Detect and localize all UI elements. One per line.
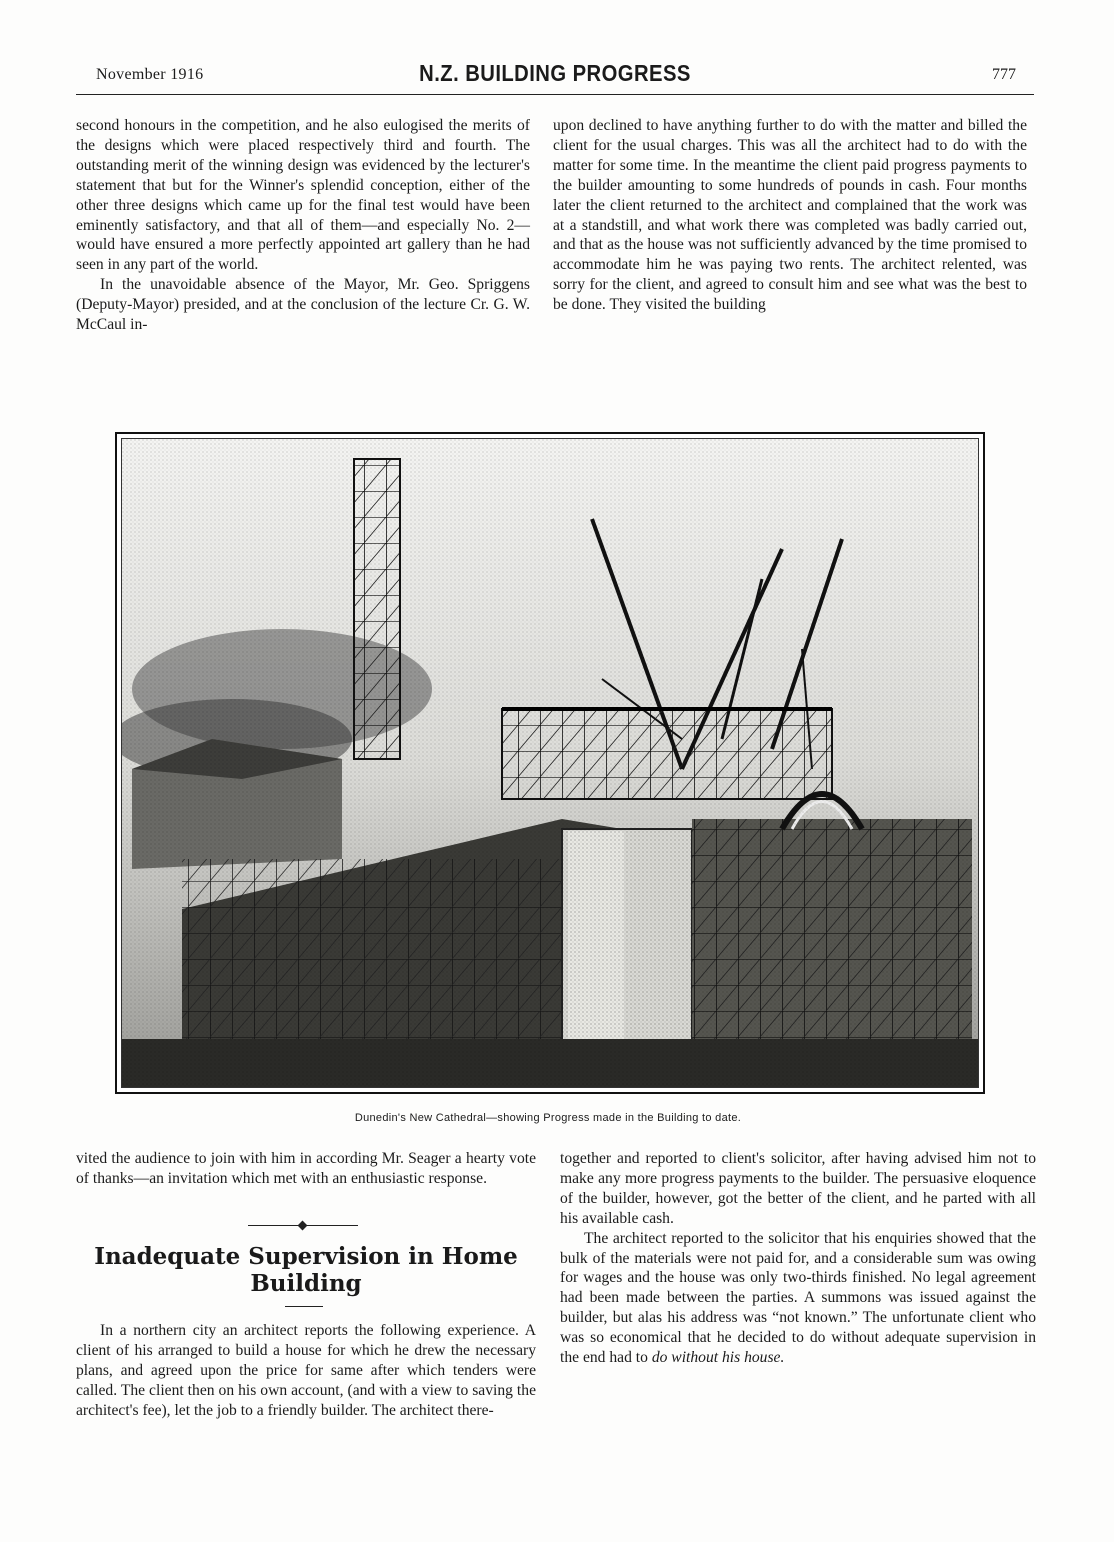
paragraph: second honours in the competition, and he also eulogised the merits of the designs which were placed respectively third and fourth. The outstanding merit of the winning design was evidenced by the lecturer's statement that but for the Winner's splendid conception, either of the other three designs which came up for the final test would have been eminently satisfactory, and that all of them—and especially No. 2—would have ensured a more perfectly appointed art gallery than he had seen in any part of the world.	[76, 117, 530, 274]
construction-site-illustration	[122, 439, 978, 1087]
paragraph: together and reported to client's solicitor, after having advised him not to make any more progress payments to the builder. The persuasive eloquence of the builder, however, got the better of the client, and he parted with all his available cash.	[560, 1150, 1036, 1227]
running-header	[76, 58, 1034, 95]
column-top-left	[76, 116, 530, 335]
paragraph: upon declined to have anything further to do with the matter and billed the client for the usual charges. This was all the architect had to do with the matter for some time. In the meantime the client paid progress payments to the builder amounting to some hundreds of pounds in cash. Four months later the client returned to the architect and complained that the work was at a standstill, and what work there was completed was badly carried out, and that as the house was not sufficiently advanced by the time promised to accommodate him he was paying two rents. The architect relented, was sorry for the client, and agreed to consult him and see what was the best to be done. They visited the building	[553, 117, 1027, 314]
publication-title: N.Z. BUILDING PROGRESS	[419, 60, 691, 86]
section-heading: Inadequate Supervision in Home Building	[94, 1243, 518, 1297]
italic-phrase: do without his house.	[651, 1349, 785, 1367]
photo-caption: Dunedin's New Cathedral—showing Progress made in the Building to date.	[354, 1112, 742, 1124]
section-divider-ornament	[248, 1222, 358, 1230]
paragraph: vited the audience to join with him in according Mr. Seager a hearty vote of thanks—an invitation which met with an enthusiastic response.	[76, 1150, 536, 1187]
paragraph	[560, 1229, 1036, 1368]
photo-image	[121, 438, 979, 1088]
paragraph: In the unavoidable absence of the Mayor, Mr. Geo. Spriggens (Deputy-Mayor) presided, and at the conclusion of the lecture Cr. G. W. McCaul in-	[76, 276, 530, 334]
column-bottom-right	[560, 1149, 1036, 1368]
heading-rule	[285, 1306, 323, 1307]
column-bottom-left	[76, 1149, 536, 1189]
column-bottom-left-article	[76, 1321, 536, 1421]
paragraph: In a northern city an architect reports the following experience. A client of his arranged to build a house for which he drew the necessary plans, and agreed upon the price for same after which tenders were called. The client then on his own account, (and with a view to saving the architect's fee), let the job to a friendly builder. The architect there-	[76, 1322, 536, 1419]
paragraph-text: The architect reported to the solicitor that his enquiries showed that the bulk of the materials were not paid for, and a considerable sum was owing for wages and the house was only two-thirds finished. No legal agreement had been made between the parties. A summons was issued against the builder, but alas his address was “not known.” The unfortunate client who was so economical that he decided to do without adequate supervision in the end had to	[560, 1229, 1036, 1367]
cathedral-photograph	[115, 432, 985, 1094]
column-top-right	[553, 116, 1027, 315]
page-number: 777	[992, 66, 1016, 83]
issue-date: November 1916	[96, 66, 204, 83]
